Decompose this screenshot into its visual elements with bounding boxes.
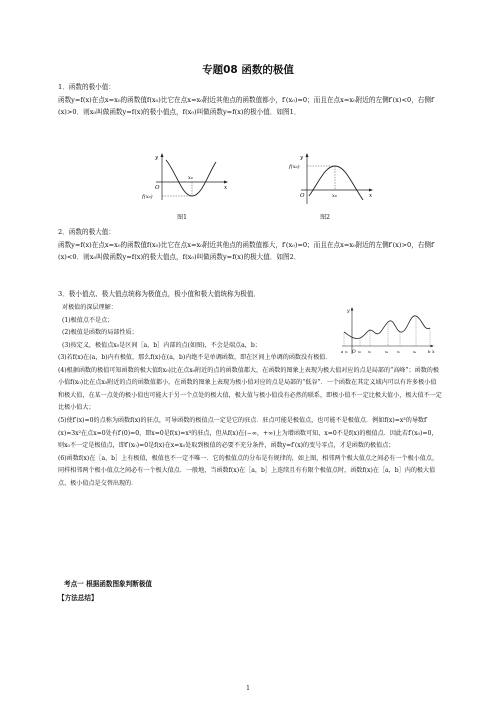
figure-3-origin: O bbox=[352, 350, 356, 355]
figure-3-x2: x₂ bbox=[358, 350, 362, 354]
section-3-point-2: (2)极值是函数的局部性质； bbox=[62, 329, 138, 337]
figure-1-y-label: y bbox=[155, 155, 159, 161]
section-3-intro: 对极值的深层理解： bbox=[62, 304, 117, 311]
figure-1-x-label: x bbox=[224, 185, 228, 191]
figure-2-caption: 图2 bbox=[320, 214, 330, 221]
section-3-point-4: (3)若f(x)在(a，b)内有极值，那么f(x)在(a，b)内绝不是单调函数，即在区间上单调的函数没有极值． bbox=[58, 354, 332, 361]
section-3-point-6: (5)使f′(x)=0的点称为函数f(x)的驻点，可导函数的极值点一定是它的驻点．驻点可能是极值点，也可能不是极值点．例如f(x)=x³的导数f′(x)=3x²在点x=0处有f′(0)=0，即x=0是f(x)=x³的驻点，但从f(x)在(−∞，+∞)上为增函数可知，x=0不是f(x)的极值点．因此若f′(x₀)=0，则x₀不一定是极值点，即f′(x₀)=0是f(x)在x=x₀处取到极值的必要不充分条件，函数y=f′(x)的变号零点，才是函数的极值点； bbox=[58, 416, 438, 450]
figure-3-b: b bbox=[428, 349, 431, 354]
section-3-point-3: (3)按定义，极值点x₀是区间［a，b］内部的点(如图)，不会是端点a，b； bbox=[62, 341, 261, 349]
figure-3-x5: x₅ bbox=[397, 350, 401, 354]
section-2-heading: 2．函数的极大值： bbox=[58, 228, 115, 236]
figure-3-x1: x₁ bbox=[345, 350, 349, 354]
section-3-point-7: (6)函数f(x)在［a，b］上有极值，极值也不一定不唯一．它的极值点的分布是有规律的，如上图，相邻两个极大值点之间必有一个极小值点，同样相邻两个极小值点之间必有一个极大值点．一般地，当函数f(x)在［a，b］上连续且有有限个极值点时，函数f(x)在［a，b］内的极大值点、极小值点是交替出现的． bbox=[58, 454, 439, 487]
section-3-details bbox=[58, 352, 442, 491]
section-1 bbox=[58, 81, 440, 119]
figure-1-x0: x₀ bbox=[188, 175, 193, 181]
page-title: 专题08 函数的极值 bbox=[202, 64, 294, 76]
section-2 bbox=[58, 226, 440, 264]
topic-heading: 考点一 根据函数图象判断极值 bbox=[64, 580, 153, 588]
figure-2-origin: O bbox=[300, 193, 305, 199]
section-3-heading: 3．极小值点、极大值点统称为极值点，极小值和极大值统称为极值． bbox=[58, 290, 261, 298]
figure-2-x0: x₀ bbox=[332, 193, 337, 199]
section-3-point-1: (1)极值点不是点； bbox=[62, 316, 114, 324]
figure-1-caption: 图1 bbox=[177, 214, 187, 221]
figure-3-x4: x₄ bbox=[385, 350, 389, 354]
figure-1-origin: O bbox=[155, 185, 160, 191]
figure-2-y-label: y bbox=[300, 155, 304, 161]
figure-1-fx0: f(x₀) bbox=[142, 194, 153, 200]
figure-2-fx0: f(x₀) bbox=[289, 164, 300, 170]
figure-3-y-label: y bbox=[347, 309, 350, 314]
method-summary-heading: 【方法总结】 bbox=[58, 594, 98, 602]
section-3-list bbox=[62, 302, 332, 352]
figure-3-graph bbox=[340, 306, 438, 358]
page-number: 1 bbox=[246, 685, 250, 692]
figure-2-graph bbox=[289, 152, 375, 206]
figure-1-graph bbox=[142, 152, 230, 206]
section-1-body: 函数y=f(x)在点x=x₀的函数值f(x₀)比它在点x=x₀附近其他点的函数值都小，f′(x₀)=0；而且在点x=x₀附近的左侧f′(x)<0，右侧f′(x)>0．则x₀叫做函数y=f(x)的极小值点，f(x₀)叫做函数y=f(x)的极小值．如图1． bbox=[58, 95, 435, 117]
section-3-point-5: (4)根据函数的极值可知函数的极大值f(x₀)比在点x₀附近的点的函数值都大，在函数的图象上表现为极大值对应的点是局部的“高峰”；函数的极小值f(x₀)比在点x₀附近的点的函数值都小，在函数的图象上表现为极小值对应的点是局部的“低谷”．一个函数在其定义域内可以有许多极小值和极大值，在某一点处的极小值也可能大于另一个点处的极大值，极大值与极小值没有必然的联系，即极小值不一定比极大值小，极大值不一定比极小值大； bbox=[58, 366, 442, 412]
figure-3-x-label: x bbox=[432, 350, 435, 355]
figure-2-x-label: x bbox=[369, 193, 373, 199]
section-1-heading: 1．函数的极小值： bbox=[58, 83, 115, 91]
figure-3-x6: x₆ bbox=[413, 350, 417, 354]
section-2-body: 函数y=f(x)在点x=x₀的函数值f(x₀)比它在点x=x₀附近其他点的函数值都大，f′(x₀)=0；而且在点x=x₀附近的左侧f′(x)>0，右侧f′(x)<0．则x₀叫做函数y=f(x)的极大值点，f(x₀)叫做函数y=f(x)的极大值．如图2． bbox=[58, 240, 435, 262]
figure-3-a: a bbox=[341, 349, 344, 354]
figure-3-x3: x₃ bbox=[368, 350, 372, 354]
